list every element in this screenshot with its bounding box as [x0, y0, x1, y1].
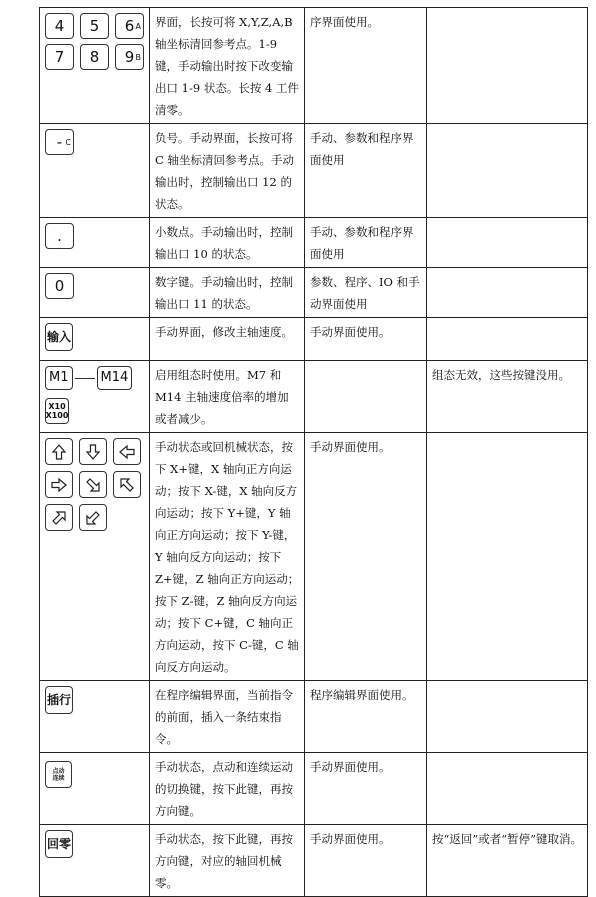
key-insert-line[interactable]: 插行 — [45, 686, 73, 714]
key-5[interactable]: 5 — [80, 13, 109, 39]
c-minus-arrow-icon[interactable] — [79, 504, 107, 531]
key-cell — [40, 681, 150, 753]
c-plus-arrow-icon[interactable] — [45, 504, 73, 531]
z-plus-arrow-icon[interactable] — [113, 471, 141, 498]
note-cell — [427, 318, 588, 361]
key-minus[interactable]: - C — [45, 129, 74, 155]
desc-cell: 启用组态时使用。M7 和 M14 主轴速度倍率的增加或者减少。 — [150, 361, 305, 433]
table-row — [40, 825, 588, 897]
key-8[interactable]: 8 — [80, 44, 109, 70]
x-minus-arrow-icon[interactable] — [79, 438, 107, 465]
key-home[interactable]: 回零 — [45, 830, 73, 858]
desc-cell: 小数点。手动输出时，控制输出口 10 的状态。 — [150, 218, 305, 268]
desc-cell: 在程序编辑界面，当前指令的前面，插入一条结束指令。 — [150, 681, 305, 753]
key-cell — [40, 268, 150, 318]
note-cell: 组态无效，这些按键没用。 — [427, 361, 588, 433]
desc-cell: 负号。手动界面，长按可将 C 轴坐标清回参考点。手动输出时，控制输出口 12 的状态。 — [150, 124, 305, 218]
key-6[interactable]: 6 A — [115, 13, 144, 39]
table-row — [40, 433, 588, 681]
scope-cell: 手动界面使用。 — [305, 318, 427, 361]
note-cell — [427, 268, 588, 318]
key-9[interactable]: 9 B — [115, 44, 144, 70]
table-row — [40, 8, 588, 124]
key-m14[interactable]: M14 — [97, 366, 133, 390]
note-cell — [427, 124, 588, 218]
scope-cell: 手动、参数和程序界面使用 — [305, 124, 427, 218]
table-row — [40, 753, 588, 825]
scope-cell: 序界面使用。 — [305, 8, 427, 124]
key-cell — [40, 825, 150, 897]
key-function-table — [39, 7, 588, 897]
key-cell — [40, 361, 150, 433]
direction-keys — [45, 438, 145, 531]
note-cell — [427, 753, 588, 825]
desc-cell: 手动状态，点动和连续运动的切换键，按下此键，再按方向键。 — [150, 753, 305, 825]
table-row — [40, 124, 588, 218]
desc-cell: 界面，长按可将 X,Y,Z,A,B 轴坐标清回参考点。1-9 键，手动输出时按下改变输出口 1-9 状态。长按 4 工件清零。 — [150, 8, 305, 124]
scope-cell: 程序编辑界面使用。 — [305, 681, 427, 753]
table-row — [40, 361, 588, 433]
ratio-key — [45, 394, 145, 424]
y-plus-arrow-icon[interactable] — [45, 471, 73, 498]
desc-cell: 数字键。手动输出时，控制输出口 11 的状态。 — [150, 268, 305, 318]
table-row — [40, 681, 588, 753]
note-cell: 按“返回”或者“暂停”键取消。 — [427, 825, 588, 897]
number-keys — [45, 13, 145, 70]
key-7[interactable]: 7 — [45, 44, 74, 70]
note-cell — [427, 433, 588, 681]
key-x10-x100[interactable]: X10 X100 — [45, 398, 69, 424]
key-cell — [40, 8, 150, 124]
note-cell — [427, 218, 588, 268]
key-jog-continuous[interactable]: 点动 连续 — [45, 761, 72, 788]
scope-cell: 手动、参数和程序界面使用 — [305, 218, 427, 268]
x-plus-arrow-icon[interactable] — [45, 438, 73, 465]
table-row — [40, 268, 588, 318]
key-0[interactable]: 0 — [45, 273, 74, 299]
table-row — [40, 318, 588, 361]
key-cell — [40, 753, 150, 825]
key-input[interactable]: 输入 — [45, 323, 73, 351]
desc-cell: 手动状态或回机械状态，按下 X+键，X 轴向正方向运动；按下 X-键，X 轴向反方向运动；按下 Y+键，Y 轴向正方向运动；按下 Y-键，Y 轴向反方向运动；按下 Z+键，Z 轴向正方向运动；按下 Z-键，Z 轴向反方向运动；按下 C+键，C 轴向正方向运动，按下 C-键，C 轴向反方向运动。 — [150, 433, 305, 681]
range-dash — [75, 378, 95, 379]
y-minus-arrow-icon[interactable] — [113, 438, 141, 465]
key-cell — [40, 433, 150, 681]
desc-cell: 手动界面，修改主轴速度。 — [150, 318, 305, 361]
key-dot[interactable]: . — [45, 223, 74, 249]
scope-cell: 手动界面使用。 — [305, 825, 427, 897]
key-m1[interactable]: M1 — [45, 366, 73, 390]
key-cell — [40, 124, 150, 218]
z-minus-arrow-icon[interactable] — [79, 471, 107, 498]
scope-cell: 参数、程序、IO 和手动界面使用 — [305, 268, 427, 318]
desc-cell: 手动状态，按下此键，再按方向键，对应的轴回机械零。 — [150, 825, 305, 897]
key-cell — [40, 318, 150, 361]
table-row — [40, 218, 588, 268]
key-cell — [40, 218, 150, 268]
note-cell — [427, 681, 588, 753]
scope-cell: 手动界面使用。 — [305, 753, 427, 825]
scope-cell — [305, 361, 427, 433]
scope-cell: 手动界面使用。 — [305, 433, 427, 681]
key-4[interactable]: 4 — [45, 13, 74, 39]
note-cell — [427, 8, 588, 124]
override-keys — [45, 366, 145, 390]
